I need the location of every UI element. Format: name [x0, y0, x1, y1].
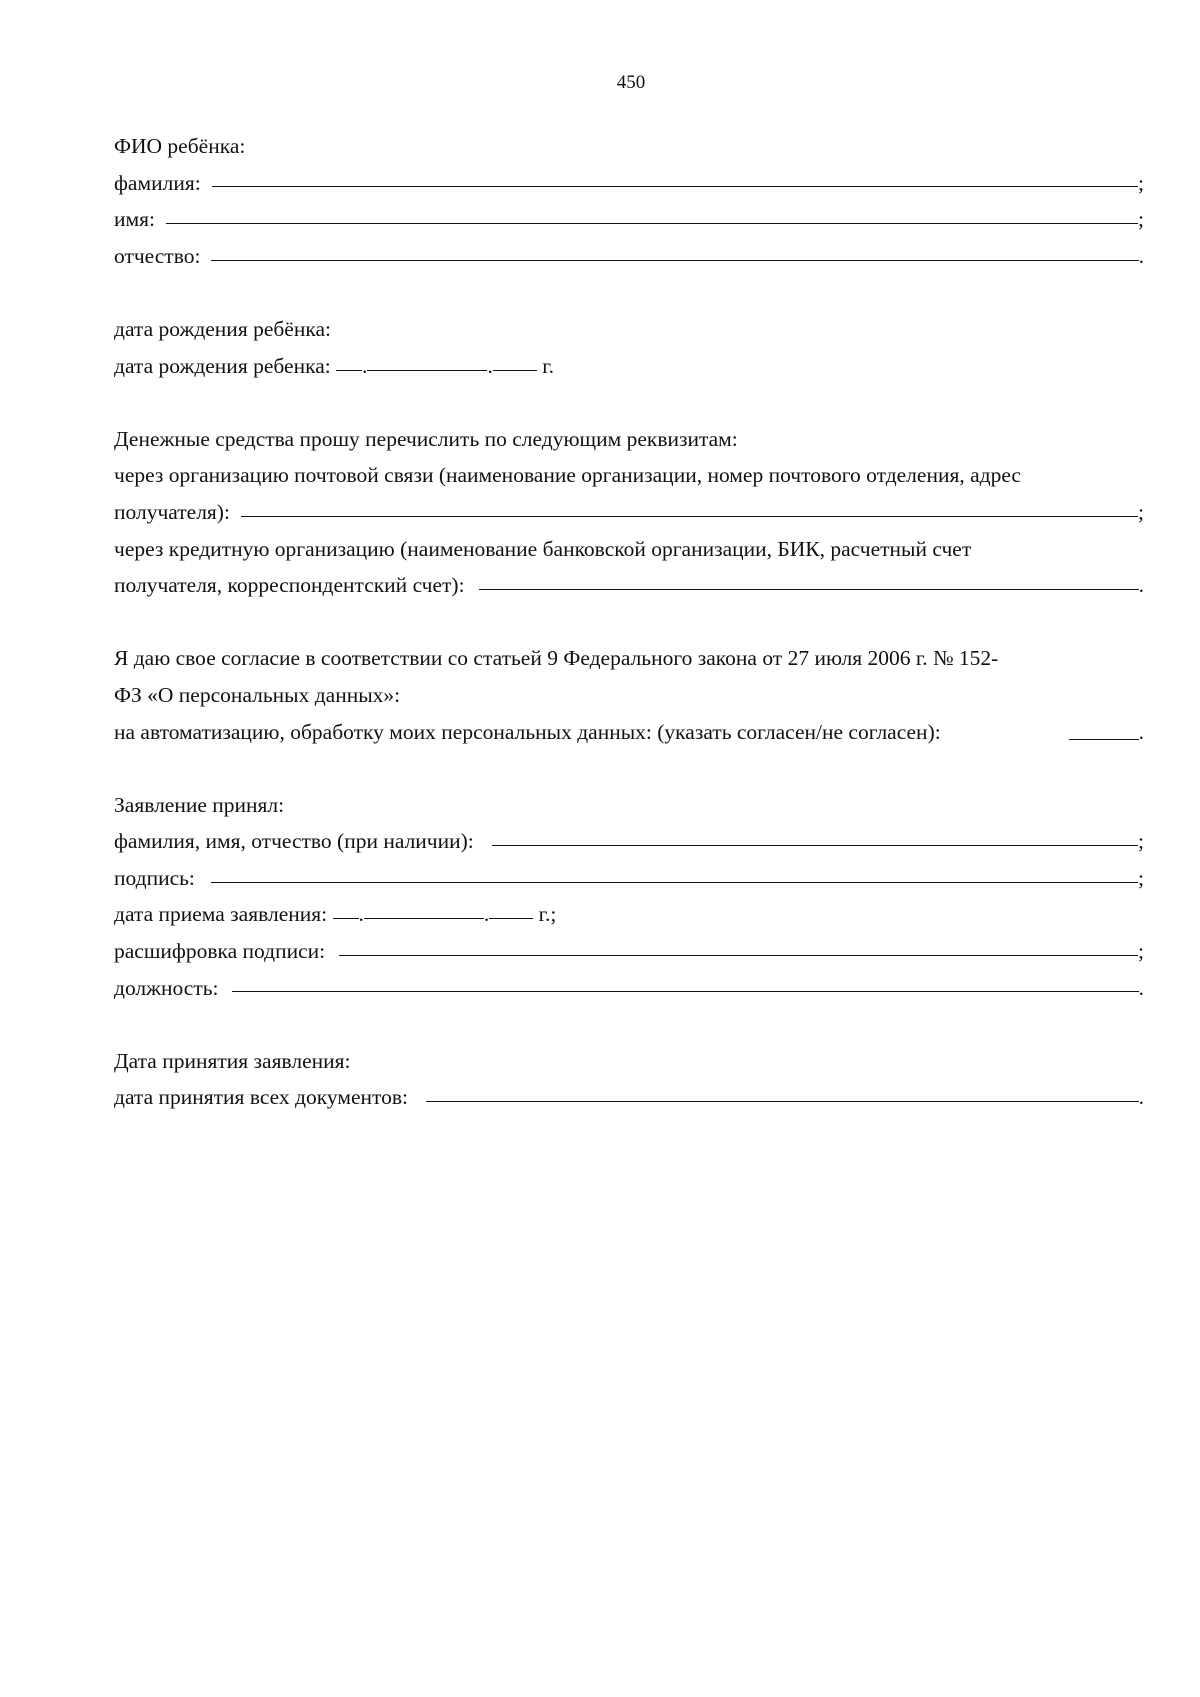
post-recipient-label: получателя):: [114, 499, 230, 524]
child-name-label: имя:: [114, 207, 155, 232]
decoding-field[interactable]: [339, 955, 1138, 956]
signature-label: подпись:: [114, 865, 195, 890]
birth-day-field[interactable]: [336, 370, 362, 371]
decoding-row: [114, 933, 1144, 970]
birth-dot-2: .: [487, 353, 493, 378]
consent-row: [114, 714, 1144, 751]
birth-date-row: [114, 348, 1144, 385]
bank-line-1-text: через кредитную организацию (наименование банковской организации, БИК, расчетный счет: [114, 536, 972, 561]
application-form: [114, 128, 1144, 1116]
birth-month-field[interactable]: [367, 370, 487, 371]
accepted-fio-row: [114, 823, 1144, 860]
documents-date-label: дата принятия всех документов:: [114, 1085, 408, 1110]
acceptance-dot-1: .: [358, 902, 364, 927]
child-name-end: ;: [1138, 207, 1144, 232]
post-recipient-end: ;: [1138, 499, 1144, 524]
child-name-row: [114, 201, 1144, 238]
page-number: 450: [616, 72, 646, 93]
post-line-1-text: через организацию почтовой связи (наименование организации, номер почтового отделения, адрес: [114, 463, 1021, 488]
acceptance-year-suffix: г.;: [538, 902, 557, 927]
acceptance-year-field[interactable]: [489, 918, 533, 919]
accepted-heading: [114, 787, 1144, 824]
birth-date-label-text: дата рождения ребенка:: [114, 353, 331, 378]
child-patronymic-label: отчество:: [114, 243, 201, 268]
birth-dot-1: .: [362, 353, 368, 378]
payment-heading: [114, 421, 1144, 458]
consent-end: .: [1138, 719, 1144, 744]
child-surname-row: [114, 165, 1144, 202]
acceptance-heading: [114, 1043, 1144, 1080]
signature-end: ;: [1138, 865, 1144, 890]
consent-field[interactable]: [1069, 739, 1139, 740]
consent-line-2-text: ФЗ «О персональных данных»:: [114, 682, 401, 707]
birth-heading: [114, 311, 1144, 348]
child-fio-heading-text: ФИО ребёнка:: [114, 134, 246, 158]
birth-year-field[interactable]: [493, 370, 537, 371]
position-field[interactable]: [232, 991, 1139, 992]
birth-year-suffix: г.: [542, 353, 554, 378]
decoding-label: расшифровка подписи:: [114, 939, 326, 964]
consent-label: на автоматизацию, обработку моих персональных данных: (указать согласен/не согласен):: [114, 719, 941, 744]
bank-recipient-end: .: [1138, 573, 1144, 598]
acceptance-date-row: [114, 896, 1144, 933]
child-patronymic-row: [114, 238, 1144, 275]
documents-date-end: .: [1138, 1085, 1144, 1110]
consent-line-1: [114, 640, 1144, 677]
consent-line-1-text: Я даю свое согласие в соответствии со статьей 9 Федерального закона от 27 июля 2006 г. № 152-: [114, 646, 999, 671]
accepted-fio-end: ;: [1138, 829, 1144, 854]
documents-date-field[interactable]: [426, 1101, 1139, 1102]
acceptance-date-label: [114, 896, 556, 933]
post-recipient-field[interactable]: [241, 516, 1138, 517]
consent-line-2: [114, 677, 1144, 714]
acceptance-heading-text: Дата принятия заявления:: [114, 1048, 351, 1073]
accepted-heading-text: Заявление принял:: [114, 792, 285, 817]
acceptance-dot-2: .: [483, 902, 490, 927]
bank-line-1: [114, 531, 1144, 568]
position-label: должность:: [114, 975, 219, 1000]
documents-date-row: [114, 1079, 1144, 1116]
acceptance-date-label-text: дата приема заявления:: [114, 902, 328, 927]
birth-date-label: [114, 348, 554, 385]
child-surname-end: ;: [1138, 170, 1144, 195]
child-patronymic-field[interactable]: [211, 260, 1138, 261]
accepted-fio-label: фамилия, имя, отчество (при наличии):: [114, 829, 474, 854]
accepted-fio-field[interactable]: [492, 845, 1138, 846]
child-patronymic-end: .: [1138, 243, 1144, 268]
child-surname-label: фамилия:: [114, 170, 201, 195]
position-row: [114, 970, 1144, 1007]
bank-recipient-label: получателя, корреспондентский счет):: [114, 573, 465, 598]
decoding-end: ;: [1138, 939, 1144, 964]
payment-heading-text: Денежные средства прошу перечислить по следующим реквизитам:: [114, 426, 738, 451]
acceptance-month-field[interactable]: [364, 918, 484, 919]
birth-heading-text: дата рождения ребёнка:: [114, 316, 331, 341]
bank-recipient-field[interactable]: [479, 589, 1139, 590]
acceptance-day-field[interactable]: [333, 918, 359, 919]
signature-field[interactable]: [211, 882, 1138, 883]
post-recipient-row: [114, 494, 1144, 531]
signature-row: [114, 860, 1144, 897]
bank-recipient-row: [114, 567, 1144, 604]
child-fio-heading: [114, 128, 1144, 165]
child-surname-field[interactable]: [212, 186, 1138, 187]
post-line-1: [114, 457, 1144, 494]
position-end: .: [1138, 975, 1144, 1000]
child-name-field[interactable]: [166, 223, 1138, 224]
